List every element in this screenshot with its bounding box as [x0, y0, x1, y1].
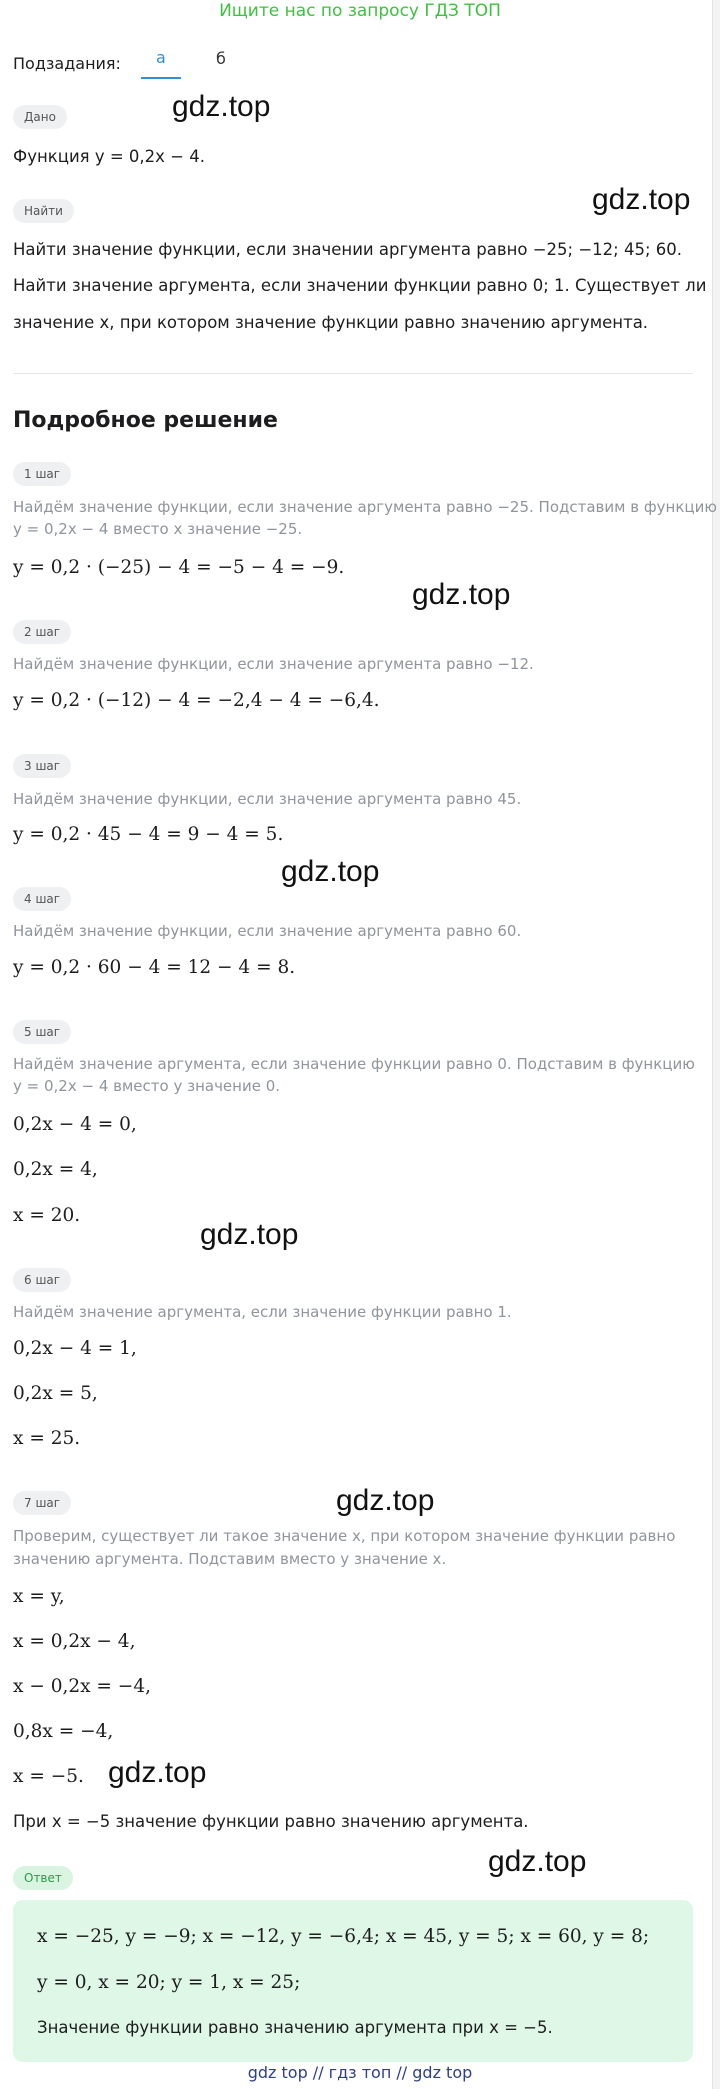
step-1-desc-1: Найдём значение функции, если значение аргумента равно −25. Подставим в функцию [13, 498, 717, 516]
watermark: gdz.top [200, 1218, 299, 1251]
find-line-2: Найти значение аргумента, если значении функции равно 0; 1. Существует ли [13, 276, 707, 295]
step-7-eq-1: x = y, [13, 1586, 65, 1607]
find-line-1: Найти значение функции, если значении аргумента равно −25; −12; 45; 60. [13, 240, 682, 259]
given-badge: Дано [13, 105, 67, 129]
find-line-3: значение x, при котором значение функции равно значению аргумента. [13, 313, 649, 332]
subtasks-label: Подзадания: [13, 54, 121, 73]
step-6-eq-3: x = 25. [13, 1428, 81, 1449]
step-7-desc-1: Проверим, существует ли такое значение x, при котором значение функции равно [13, 1527, 676, 1545]
solution-title: Подробное решение [13, 408, 278, 433]
step-5-eq-2: 0,2x = 4, [13, 1159, 98, 1180]
scrollbar[interactable] [712, 0, 720, 2089]
step-6-desc-1: Найдём значение аргумента, если значение функции равно 1. [13, 1303, 512, 1321]
step-5-badge: 5 шаг [13, 1020, 71, 1044]
answer-badge: Ответ [13, 1866, 73, 1890]
step-4-badge: 4 шаг [13, 887, 71, 911]
divider [13, 373, 693, 374]
find-badge: Найти [13, 199, 74, 223]
tab-b[interactable]: б [216, 49, 226, 68]
search-banner: Ищите нас по запросу ГДЗ ТОП [219, 1, 501, 21]
answer-box [13, 1900, 693, 2062]
step-7-eq-5: x = −5. [13, 1766, 84, 1787]
step-5-eq-3: x = 20. [13, 1205, 81, 1226]
step-6-eq-2: 0,2x = 5, [13, 1383, 98, 1404]
given-text: Функция y = 0,2x − 4. [13, 147, 205, 166]
subtasks-bar [13, 48, 261, 79]
step-7-desc-2: значению аргумента. Подставим вместо y значение x. [13, 1550, 447, 1568]
watermark: gdz.top [172, 90, 271, 123]
footer-links[interactable]: gdz top // гдз топ // gdz top [247, 2063, 473, 2082]
conclusion-text: При x = −5 значение функции равно значению аргумента. [13, 1812, 529, 1831]
step-7-eq-3: x − 0,2x = −4, [13, 1676, 151, 1697]
step-1-badge: 1 шаг [13, 462, 71, 486]
step-4-desc-1: Найдём значение функции, если значение аргумента равно 60. [13, 922, 522, 940]
step-5-desc-1: Найдём значение аргумента, если значение функции равно 0. Подставим в функцию [13, 1055, 695, 1073]
step-4-eq-1: y = 0,2 · 60 − 4 = 12 − 4 = 8. [13, 957, 296, 978]
watermark: gdz.top [488, 1845, 587, 1878]
step-3-eq-1: y = 0,2 · 45 − 4 = 9 − 4 = 5. [13, 824, 284, 845]
step-1-eq-1: y = 0,2 · (−25) − 4 = −5 − 4 = −9. [13, 557, 345, 578]
answer-line-1: x = −25, y = −9; x = −12, y = −6,4; x = 45, y = 5; x = 60, y = 8; [37, 1926, 650, 1947]
step-3-desc-1: Найдём значение функции, если значение аргумента равно 45. [13, 790, 522, 808]
step-5-eq-1: 0,2x − 4 = 0, [13, 1114, 137, 1135]
step-6-badge: 6 шаг [13, 1268, 71, 1292]
step-6-eq-1: 0,2x − 4 = 1, [13, 1338, 137, 1359]
watermark: gdz.top [412, 578, 511, 611]
watermark: gdz.top [592, 183, 691, 216]
answer-line-3: Значение функции равно значению аргумента при x = −5. [37, 2018, 553, 2037]
step-1-desc-2: y = 0,2x − 4 вместо x значение −25. [13, 520, 303, 538]
step-7-badge: 7 шаг [13, 1491, 71, 1515]
step-5-desc-2: y = 0,2x − 4 вместо y значение 0. [13, 1077, 281, 1095]
step-7-eq-4: 0,8x = −4, [13, 1721, 114, 1742]
step-3-badge: 3 шаг [13, 754, 71, 778]
answer-line-2: y = 0, x = 20; y = 1, x = 25; [37, 1972, 301, 1993]
step-2-eq-1: y = 0,2 · (−12) − 4 = −2,4 − 4 = −6,4. [13, 690, 380, 711]
step-2-badge: 2 шаг [13, 620, 71, 644]
step-2-desc-1: Найдём значение функции, если значение аргумента равно −12. [13, 655, 534, 673]
tab-a[interactable]: а [141, 48, 181, 79]
watermark: gdz.top [108, 1756, 207, 1789]
step-7-eq-2: x = 0,2x − 4, [13, 1631, 136, 1652]
watermark: gdz.top [281, 855, 380, 888]
watermark: gdz.top [336, 1484, 435, 1517]
